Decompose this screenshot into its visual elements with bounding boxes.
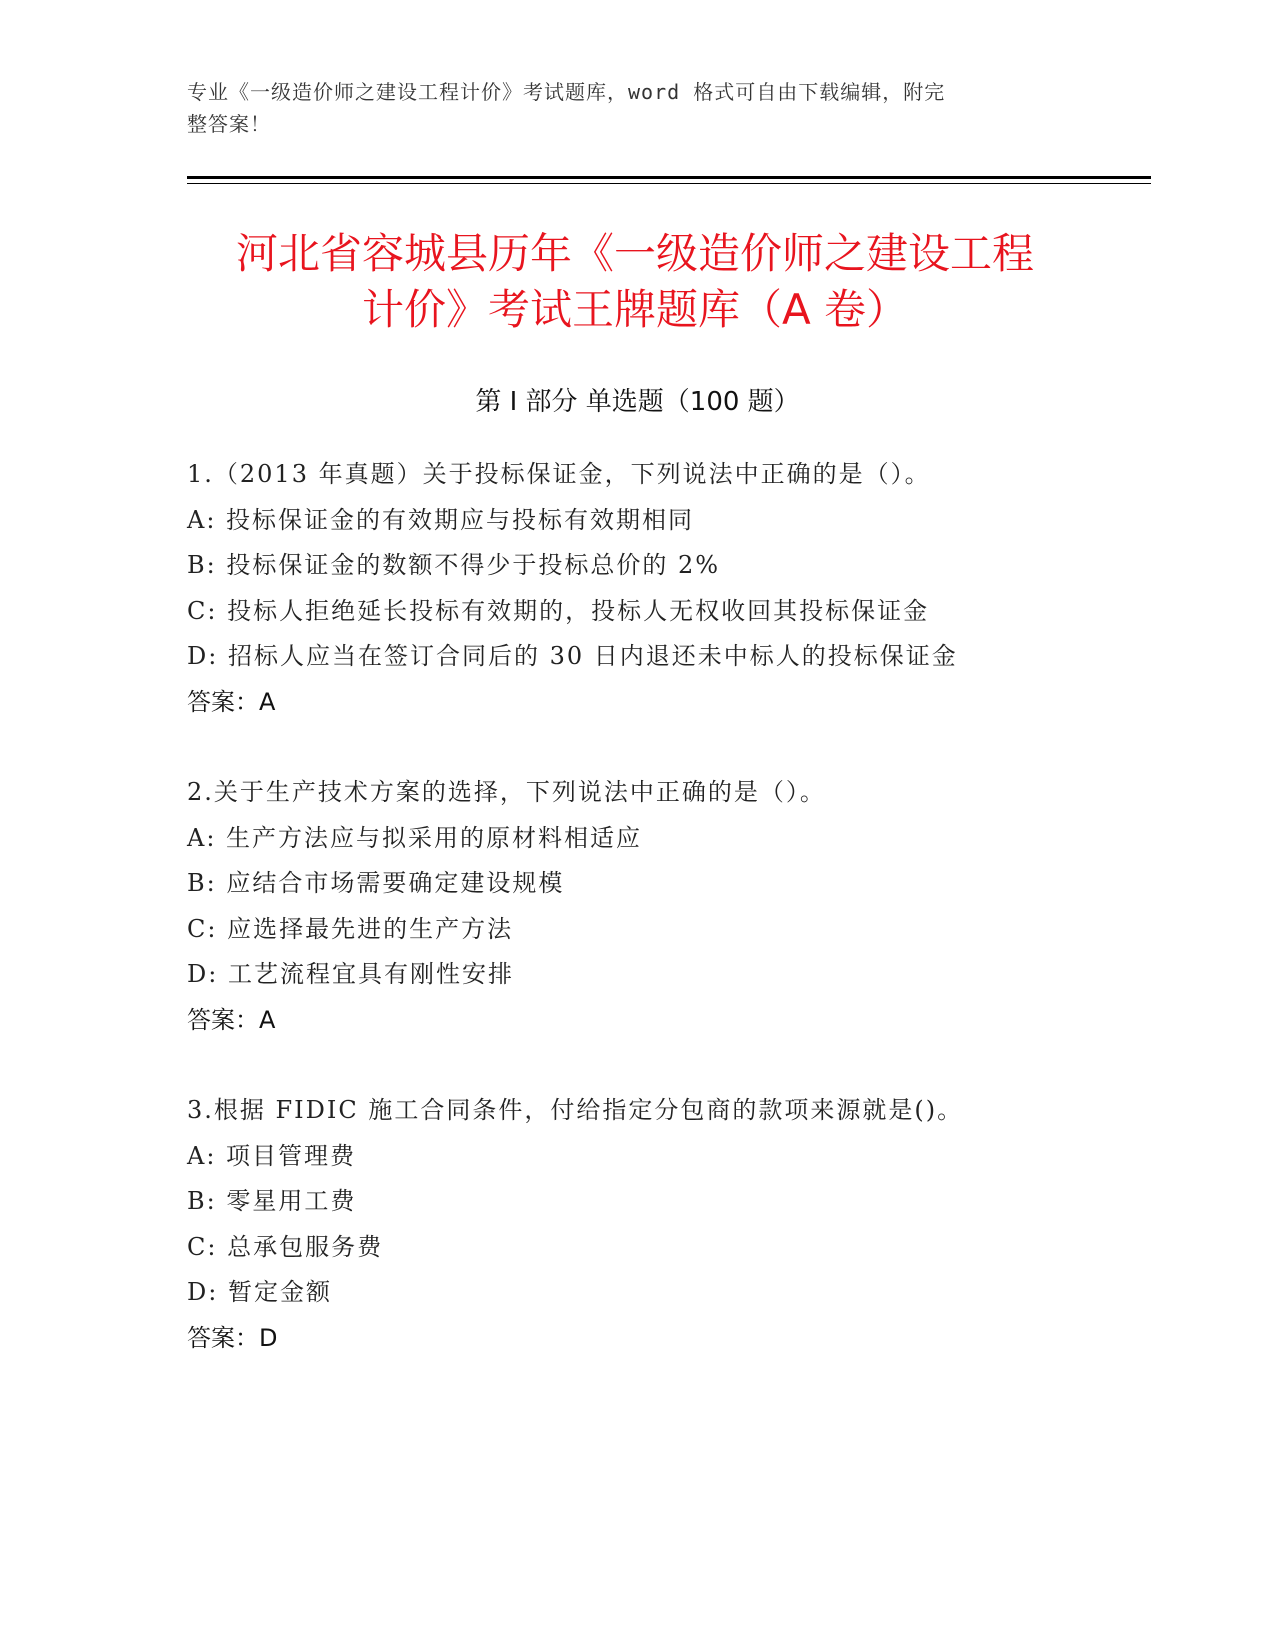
question-stem: 1.（2013 年真题）关于投标保证金，下列说法中正确的是（）。	[187, 460, 931, 488]
option-d: D: 暂定金额	[187, 1278, 332, 1306]
question-1	[187, 452, 1127, 725]
document-header-note	[187, 76, 1067, 140]
question-stem: 2.关于生产技术方案的选择，下列说法中正确的是（）。	[187, 778, 826, 806]
section-title: 第 I 部分 单选题（100 题）	[475, 387, 800, 417]
option-b: B: 零星用工费	[187, 1187, 357, 1215]
document-title-line-2: 计价》考试王牌题库（A 卷）	[361, 285, 909, 334]
option-b: B: 应结合市场需要确定建设规模	[187, 869, 565, 897]
answer-label: 答案：D	[187, 1323, 278, 1352]
answer-label: 答案：A	[187, 1005, 276, 1034]
header-line-2: 整答案！	[187, 112, 271, 136]
option-b: B: 投标保证金的数额不得少于投标总价的 2%	[187, 551, 721, 579]
header-line-1: 专业《一级造价师之建设工程计价》考试题库，word 格式可自由下载编辑，附完	[187, 80, 946, 104]
question-3	[187, 1088, 1127, 1361]
option-a: A: 项目管理费	[187, 1141, 357, 1170]
option-c: C: 总承包服务费	[187, 1232, 384, 1261]
option-a: A: 投标保证金的有效期应与投标有效期相同	[187, 505, 695, 534]
question-2	[187, 770, 1127, 1043]
question-stem: 3.根据 FIDIC 施工合同条件，付给指定分包商的款项来源就是()。	[187, 1096, 964, 1124]
option-a: A: 生产方法应与拟采用的原材料相适应	[187, 823, 643, 852]
document-title-line-1: 河北省容城县历年《一级造价师之建设工程	[235, 229, 1034, 278]
option-c: C: 应选择最先进的生产方法	[187, 914, 514, 943]
answer-label: 答案：A	[187, 687, 276, 716]
header-divider-thin	[187, 183, 1151, 184]
option-d: D: 工艺流程宜具有刚性安排	[187, 960, 514, 988]
option-d: D: 招标人应当在签订合同后的 30 日内退还未中标人的投标保证金	[187, 642, 958, 670]
option-c: C: 投标人拒绝延长投标有效期的，投标人无权收回其投标保证金	[187, 596, 930, 625]
header-divider-thick	[187, 176, 1151, 179]
document-title	[130, 226, 1140, 338]
